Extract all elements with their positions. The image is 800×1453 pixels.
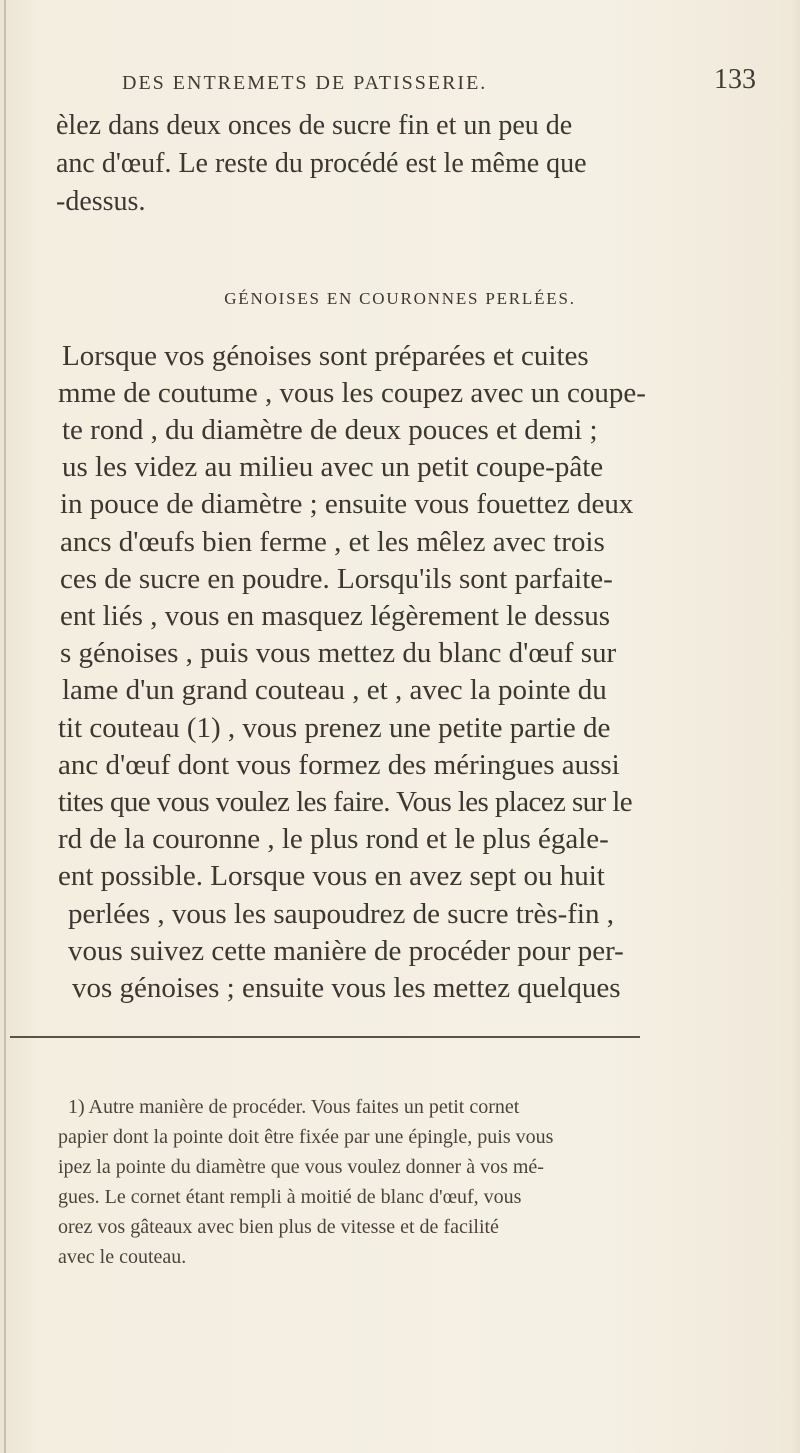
- footnote-line: 1) Autre manière de procéder. Vous faites un petit cornet: [68, 1096, 520, 1118]
- text-line: -dessus.: [56, 186, 146, 217]
- footnote-line: avec le couteau.: [58, 1246, 187, 1268]
- text-line: anc d'œuf. Le reste du procédé est le même que: [56, 148, 587, 179]
- text-line: vos génoises ; ensuite vous les mettez quelques: [72, 972, 621, 1004]
- footnote-line: papier dont la pointe doit être fixée par une épingle, puis vous: [58, 1126, 554, 1148]
- text-line: ces de sucre en poudre. Lorsqu'ils sont parfaite-: [60, 563, 613, 595]
- page-number: 133: [714, 64, 756, 95]
- text-line: tites que vous voulez les faire. Vous les placez sur le: [58, 786, 632, 818]
- footnote-line: gues. Le cornet étant rempli à moitié de blanc d'œuf, vous: [58, 1186, 522, 1208]
- page-gutter-edge: [4, 0, 6, 1453]
- text-line: èlez dans deux onces de sucre fin et un peu de: [56, 110, 573, 141]
- footnote-line: ipez la pointe du diamètre que vous voulez donner à vos mé-: [58, 1156, 544, 1178]
- text-line: mme de coutume , vous les coupez avec un coupe-: [58, 377, 646, 409]
- text-line: rd de la couronne , le plus rond et le plus égale-: [58, 823, 609, 855]
- text-line: tit couteau (1) , vous prenez une petite partie de: [58, 712, 611, 744]
- text-line: perlées , vous les saupoudrez de sucre très-fin ,: [68, 898, 614, 930]
- text-line: lame d'un grand couteau , et , avec la pointe du: [62, 674, 607, 706]
- text-line: ent liés , vous en masquez légèrement le dessus: [60, 600, 611, 632]
- text-line: s génoises , puis vous mettez du blanc d'œuf sur: [60, 637, 617, 669]
- text-line: ancs d'œufs bien ferme , et les mêlez avec trois: [60, 526, 605, 558]
- running-title: DES ENTREMETS DE PATISSERIE.: [122, 72, 488, 94]
- text-line: vous suivez cette manière de procéder pour per-: [68, 935, 624, 967]
- section-title: GÉNOISES EN COURONNES PERLÉES.: [224, 289, 576, 308]
- footnote-line: orez vos gâteaux avec bien plus de vitesse et de facilité: [58, 1216, 499, 1238]
- text-line: us les videz au milieu avec un petit coupe-pâte: [62, 451, 604, 483]
- text-line: ent possible. Lorsque vous en avez sept ou huit: [58, 860, 605, 892]
- footnote-separator: [10, 1036, 640, 1038]
- text-line: in pouce de diamètre ; ensuite vous fouettez deux: [60, 488, 634, 520]
- text-line: te rond , du diamètre de deux pouces et demi ;: [62, 414, 598, 446]
- text-line: Lorsque vos génoises sont préparées et cuites: [62, 340, 589, 372]
- text-line: anc d'œuf dont vous formez des méringues aussi: [58, 749, 620, 781]
